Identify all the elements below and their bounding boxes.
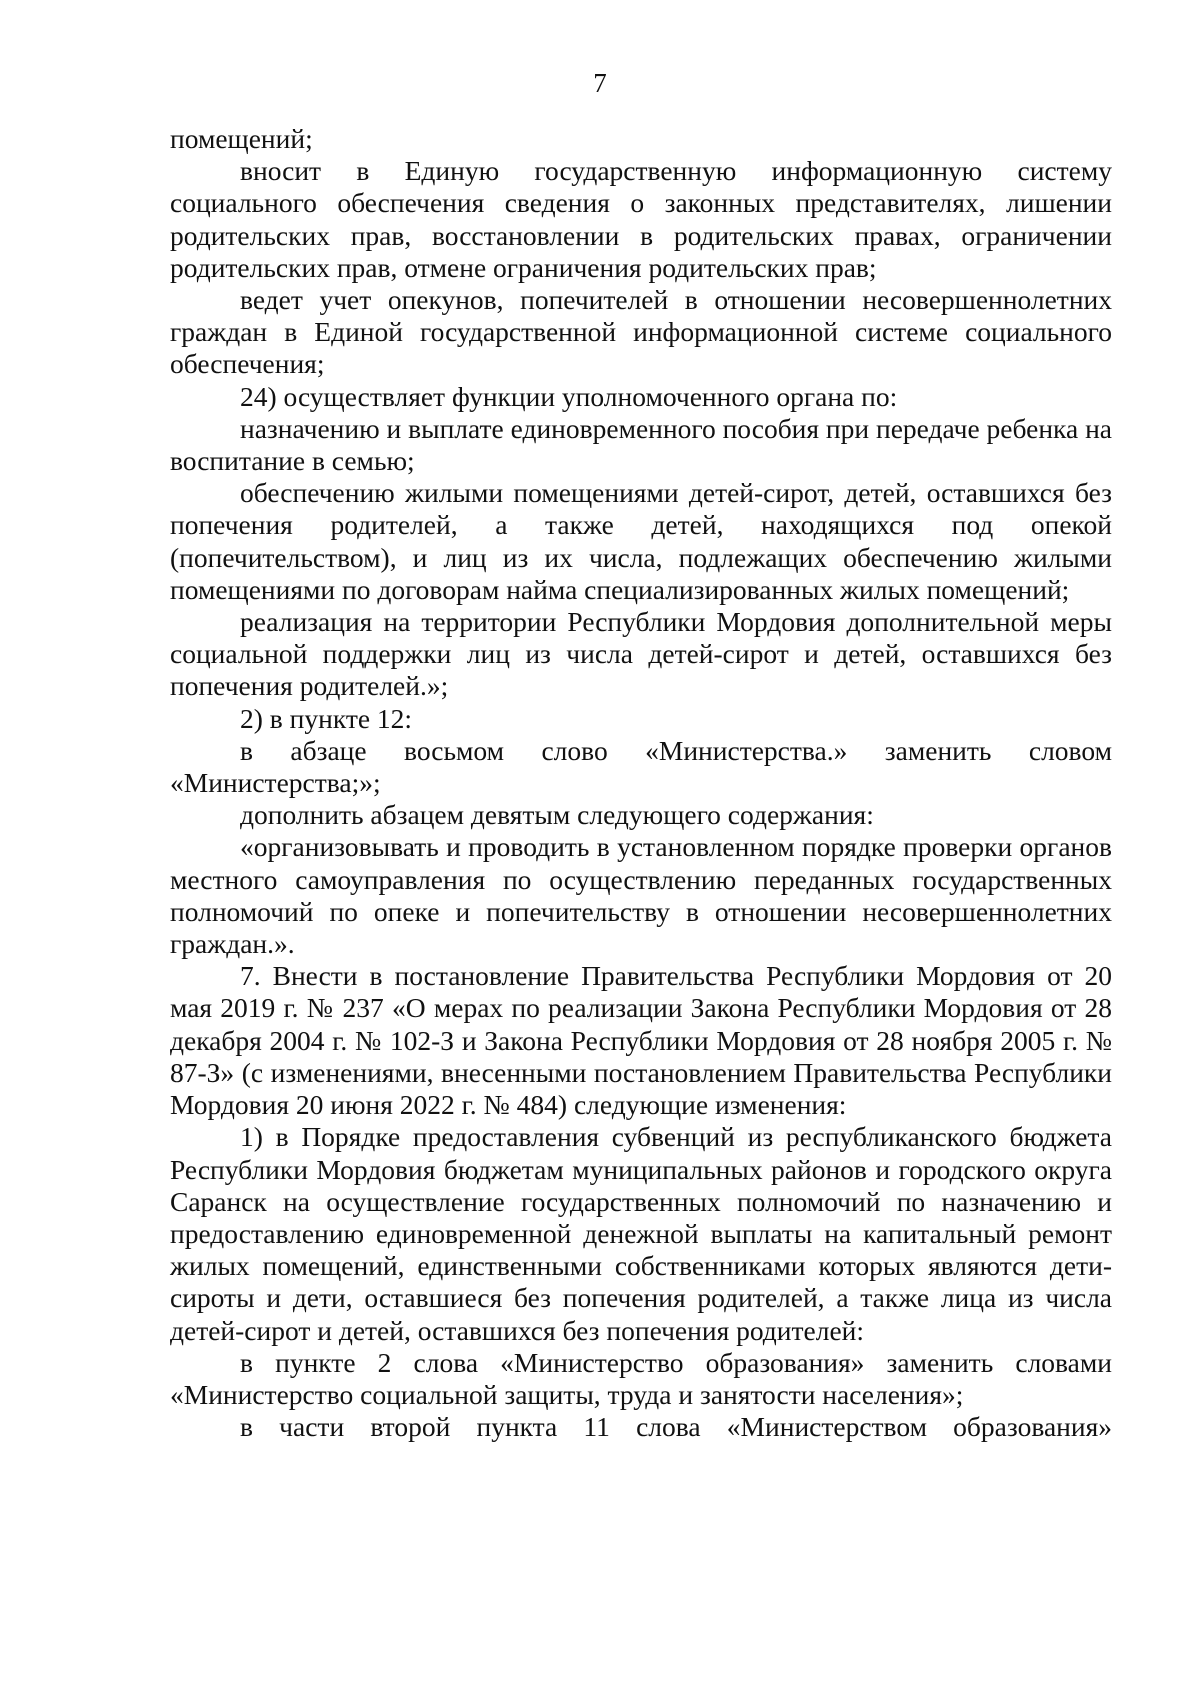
document-body [170,123,1112,1443]
paragraph: в части второй пункта 11 слова «Министерством образования» [240,1411,1112,1443]
paragraph: в пункте 2 слова «Министерство образования» заменить словами «Министерство социальной защиты, труда и занятости населения»; [170,1346,1112,1410]
paragraph: помещений; [170,123,313,154]
page-number: 7 [593,68,607,98]
paragraph: «организовывать и проводить в установленном порядке проверки органов местного самоуправления по осуществлению переданных государственных полномочий по опеке и попечительству в отношении несовершеннолетних граждан.». [170,831,1112,960]
paragraph: вносит в Единую государственную информационную систему социального обеспечения сведения о законных представителях, лишении родительских прав, восстановлении в родительских правах, ограничении родительских прав, отмене ограничения родительских прав; [170,155,1112,283]
paragraph: в абзаце восьмом слово «Министерства.» заменить словом «Министерства;»; [170,734,1112,799]
paragraph: дополнить абзацем девятым следующего содержания: [240,799,874,831]
paragraph: 2) в пункте 12: [240,702,413,734]
paragraph: 24) осуществляет функции уполномоченного органа по: [240,380,898,412]
paragraph: 1) в Порядке предоставления субвенций из республиканского бюджета Республики Мордовия бюджетам муниципальных районов и городского округа Саранск на осуществление государственных полномочий по назначению и предоставлению единовременной денежной выплаты на капитальный ремонт жилых помещений, единственными собственниками которых являются дети-сироты и дети, оставшиеся без попечения родителей, а также лица из числа детей-сирот и детей, оставшихся без попечения родителей: [170,1121,1112,1346]
paragraph: обеспечению жилыми помещениями детей-сирот, детей, оставшихся без попечения родителей, а также детей, находящихся под опекой (попечительством), и лиц из их числа, подлежащих обеспечению жилыми помещениями по договорам найма специализированных жилых помещений; [170,477,1112,605]
paragraph: назначению и выплате единовременного пособия при передаче ребенка на воспитание в семью; [170,412,1112,477]
paragraph: реализация на территории Республики Мордовия дополнительной меры социальной поддержки лиц из числа детей-сирот и детей, оставшихся без попечения родителей.»; [170,606,1112,702]
paragraph: 7. Внести в постановление Правительства Республики Мордовия от 20 мая 2019 г. № 237 «О мерах по реализации Закона Республики Мордовия от 28 декабря 2004 г. № 102-З и Закона Республики Мордовия от 28 ноября 2005 г. № 87-З» (с изменениями, внесенными постановлением Правительства Республики Мордовия 20 июня 2022 г. № 484) следующие изменения: [170,960,1112,1121]
paragraph: ведет учет опекунов, попечителей в отношении несовершеннолетних граждан в Единой государственной информационной системе социального обеспечения; [170,284,1112,380]
